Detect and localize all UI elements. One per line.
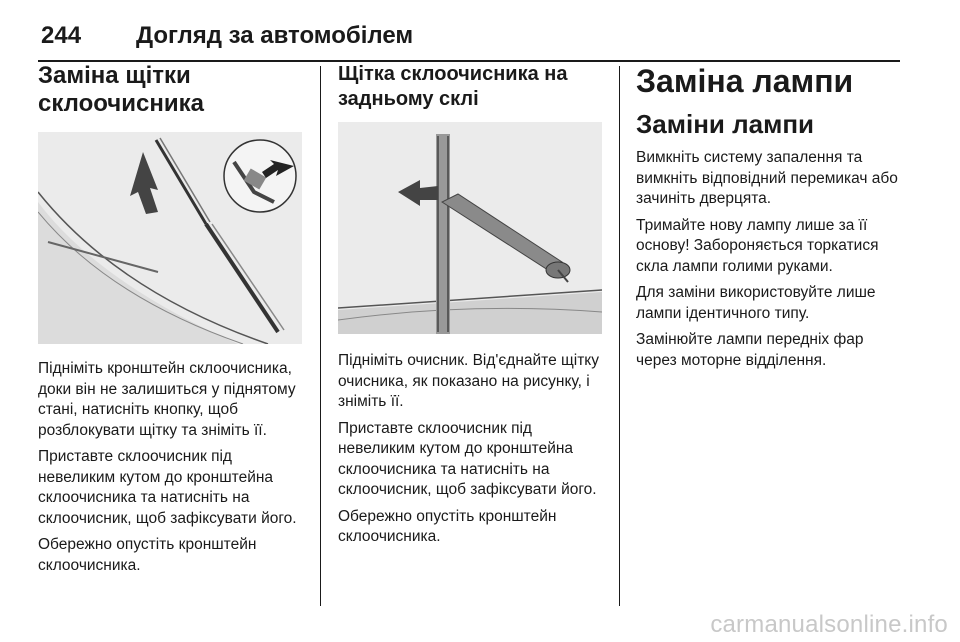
subsection-title-bulb: Заміни лампи <box>636 109 815 139</box>
paragraph: Підніміть кронштейн склоочисника, доки він не залишиться у піднятому стані, натисніть кнопку, щоб розблокувати щітку та зніміть її. <box>38 360 296 439</box>
rear-wiper-illustration <box>338 122 602 334</box>
title-line: склоочисника <box>38 90 204 117</box>
paragraph: Замінюйте лампи передніх фар через моторне відділення. <box>636 331 864 369</box>
paragraph: Приставте склоочисник під невеликим кутом до кронштейна склоочисника та натисніть на склоочисник, щоб зафіксувати його. <box>338 419 597 498</box>
column-front-wiper <box>38 62 306 582</box>
front-wiper-text <box>38 359 306 576</box>
column-divider-2 <box>619 66 620 606</box>
title-line: задньому склі <box>338 88 479 110</box>
paragraph: Тримайте нову лампу лише за її основу! Забороняється торкатися скла лампи голими руками. <box>636 216 879 275</box>
paragraph: Приставте склоочисник під невеликим кутом до кронштейна склоочисника та натисніть на склоочисник, щоб зафіксувати його. <box>38 448 297 527</box>
page-number: 244 <box>41 22 82 49</box>
rear-wiper-text <box>338 351 604 548</box>
column-bulb-replacement <box>636 62 904 377</box>
paragraph: Підніміть очисник. Від'єднайте щітку очисника, як показано на рисунку, і зніміть її. <box>338 352 600 410</box>
paragraph: Вимкніть систему запалення та вимкніть відповідний перемикач або зачиніть дверцята. <box>636 149 898 207</box>
front-wiper-illustration <box>38 132 302 344</box>
section-title-bulb: Заміна лампи <box>636 63 854 99</box>
running-title: Догляд за автомобілем <box>136 22 414 49</box>
title-line: Щітка склоочисника на <box>338 63 568 85</box>
bulb-text <box>636 148 904 371</box>
page-header <box>38 18 900 62</box>
section-title-front-wiper <box>38 62 306 118</box>
paragraph: Для заміни використовуйте лише лампи ідентичного типу. <box>636 284 876 322</box>
column-rear-wiper <box>338 62 604 554</box>
watermark: carmanualsonline.info <box>710 611 948 638</box>
column-divider-1 <box>320 66 321 606</box>
title-line: Заміна щітки <box>38 62 191 89</box>
paragraph: Обережно опустіть кронштейн склоочисника. <box>38 536 257 574</box>
paragraph: Обережно опустіть кронштейн склоочисника. <box>338 507 557 545</box>
section-title-rear-wiper <box>338 62 604 112</box>
